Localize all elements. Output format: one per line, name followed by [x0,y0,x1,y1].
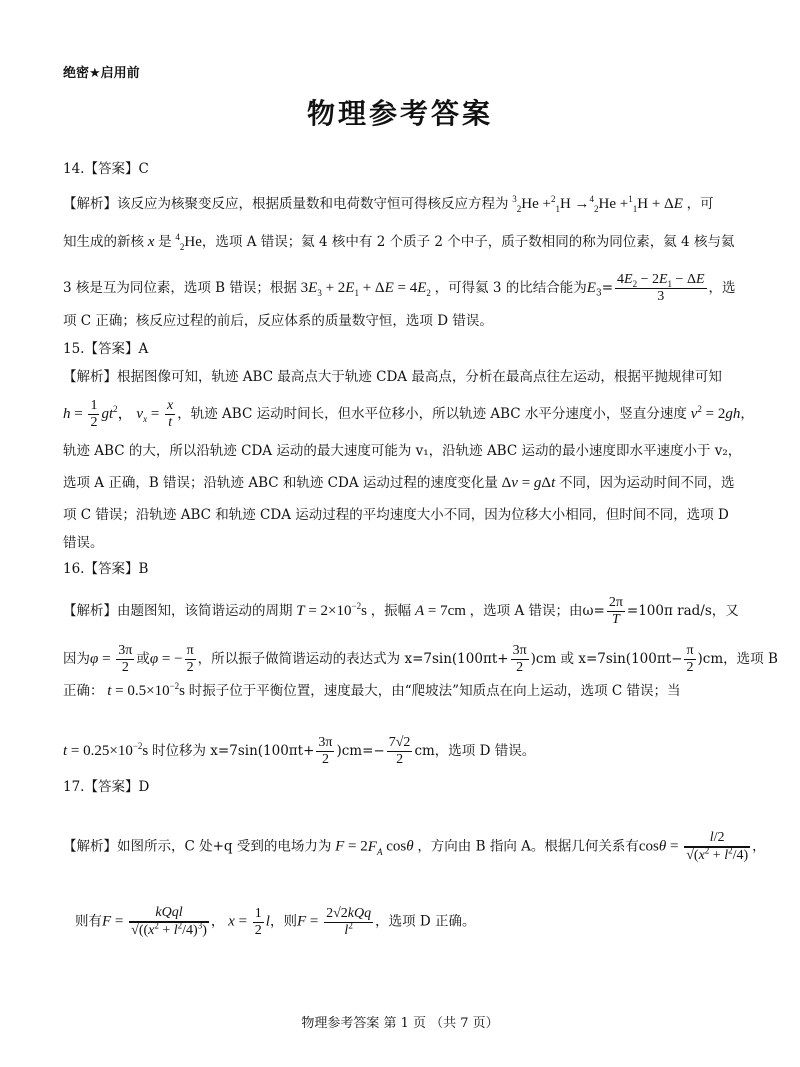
secret-label: 绝密★启用前 [63,66,140,81]
q17-answer: 17.【答案】D [63,779,150,795]
q15-line-2: h = $\frac{1}{2}$ $gt^2$， $v_x$ = $\frac{x}{t}$ ，轨迹 ABC 运动时间长，但水平位移小，所以轨迹 ABC 水平分速度小，竖直分速度 $v^2 = 2gh$， [63,398,754,430]
q14-line-4: 项 C 正确；核反应过程的前后，反应体系的质量数守恒，选项 D 错误。 [63,313,493,329]
q15-line-1: 【解析】根据图像可知，轨迹 ABC 最高点大于轨迹 CDA 最高点，分析在最高点往左运动，根据平抛规律可知 [63,369,722,385]
q15-answer: 15.【答案】A [63,341,149,357]
q14-reaction-equation: $^3_2$He +$^2_1$H →$^4_2$He +$^1_1$H + ΔE [512,194,683,214]
q14-answer: 14.【答案】C [63,161,149,177]
q16-line-2: 因为φ = $\frac{3\pi}{2}$ 或φ = − $\frac{\pi}{2}$ ，所以振子做简谐运动的表达式为 x=7sin(100πt+ $\frac{3\pi}{2}$ )cm 或 x=7sin(100πt− $\frac{\pi}{2}$ )cm，选项 B [63,643,778,675]
q14-binding-energy-fraction: $\frac{4E_2 - 2E_1 - \Delta E}{3}$ [617,272,705,304]
q15-line-4: 选项 A 正确，B 错误；沿轨迹 ABC 和轨迹 CDA 运动过程的速度变化量 Δv = gΔt 不同，因为运动时间不同，选 [63,475,735,491]
q17-cos-fraction: $\frac{l/2}{√(x^2 + l^2/4)}$ [686,830,749,863]
q15-line-5: 项 C 错误；沿轨迹 ABC 和轨迹 CDA 运动过程的平均速度大小不同，因为位移大小相同，但时间不同，选项 D [63,507,729,523]
q14-line-3: 3 核是互为同位素，选项 B 错误；根据 $3E_3 + 2E_1 + \Delta E = 4E_2$ ，可得氦 3 的比结合能为$E_3=$ $\frac{4E_2 - 2E_1 - \Delta E}{3}$ ，选 [63,272,736,304]
q14-line-2: 知生成的新核 x 是 $^4_2$He，选项 A 错误；氦 4 核中有 2 个质子 2 个中子，质子数相同的称为同位素，氦 4 核与氦 [63,232,735,252]
q16-line-4: $t = 0.25\times 10^{-2}s$ 时位移为 x=7sin(100πt+ $\frac{3\pi}{2}$ )cm=− $\frac{7√2}{2}$ cm，选项 D 错误。 [63,735,536,767]
q16-answer: 16.【答案】B [63,561,149,577]
page-title: 物理参考答案 [306,97,493,130]
q16-line-3: 正确： $t = 0.5\times 10^{-2}s$ 时振子位于平衡位置，速度最大，由“爬坡法”知质点在向上运动，选项 C 错误；当 [63,681,681,699]
q17-line-2: 则有F = $\frac{\text{kQql}}{√((x^2 + l^2/4)^3)}$ ， x = $\frac{1}{2}$ l，则F = $\frac{\text{2√2kQq}}{l^2}$ ，选项 D 正确。 [75,905,476,938]
q14-line-1: 【解析】该反应为核聚变反应，根据质量数和电荷数守恒可得核反应方程为 $^3_2$He +$^2_1$H →$^4_2$He +$^1_1$H + ΔE ，可 [63,194,714,214]
q17-line-1: 【解析】如图所示，C 处+q 受到的电场力为 $F = 2F_A$ cosθ ，方向由 B 指向 A。根据几何关系有cosθ = $\frac{l/2}{√(x^2 + l^2/4)}$ ， [63,830,766,863]
page-footer: 物理参考答案 第 1 页 （共 7 页） [301,1016,499,1031]
q15-line-3: 轨迹 ABC 的大，所以沿轨迹 CDA 运动的最大速度可能为 v₁，沿轨迹 ABC 运动的最小速度即水平速度小于 v₂， [63,443,742,459]
q16-line-1: 【解析】由题图知，该简谐运动的周期 $T = 2\times 10^{-2}s$ ，振幅 A = 7cm ，选项 A 错误；由ω= $\frac{2\pi}{T}$ =100π rad/s，又 [63,595,739,627]
q17-force-fraction: $\frac{\text{kQql}}{√((x^2 + l^2/4)^3)}$ [131,905,207,938]
q15-line-6: 错误。 [63,535,104,551]
